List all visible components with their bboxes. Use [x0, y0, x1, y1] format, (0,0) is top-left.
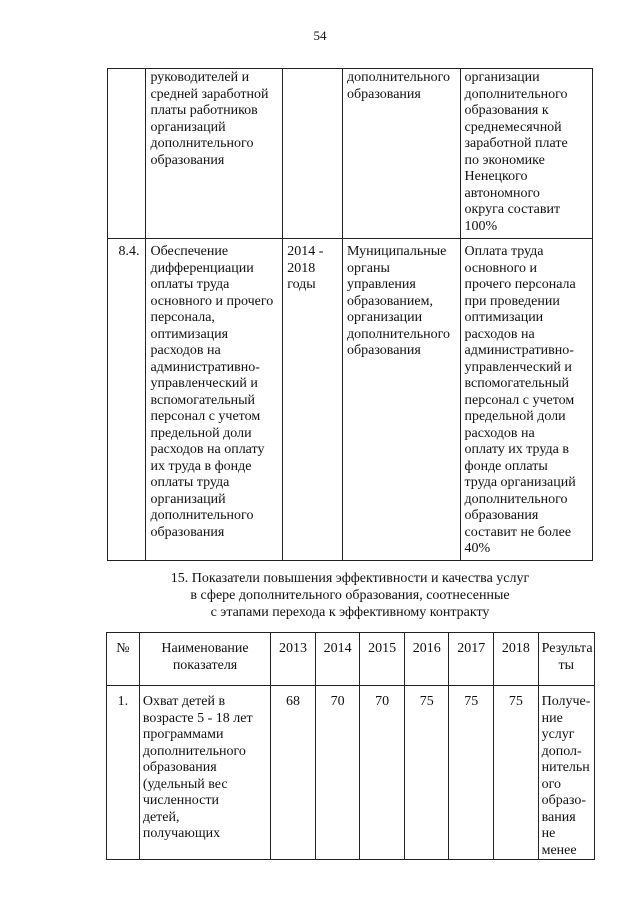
measure-name-line: средней заработной [150, 86, 269, 102]
header-year-2017: 2017 [449, 633, 494, 686]
measure-result-line: автономного [464, 185, 540, 201]
indicator-value-2014: 70 [315, 686, 360, 860]
measure-executor-line: дополнительного [347, 326, 450, 342]
measure-result-line: организации [464, 70, 540, 85]
measure-result-line: при проведении [464, 293, 560, 309]
measure-result-line: оплату их труда в [464, 442, 569, 457]
measure-result-line: дополнительного [464, 86, 568, 102]
header-results-line: Результа [541, 641, 593, 656]
section-title-line: 15. Показатели повышения эффективности и качества услуг [170, 571, 530, 586]
indicator-value-2017: 75 [449, 686, 494, 860]
header-indicator-name-line: Наименование [161, 641, 249, 656]
measure-executor-line: дополнительного [347, 70, 450, 85]
indicator-name-line: программами [142, 727, 224, 742]
table-row [108, 239, 593, 561]
measure-result-line: составит не более [464, 524, 572, 540]
table-row [108, 69, 593, 239]
measure-term-cell [283, 69, 343, 239]
measure-term-line: 2018 [287, 260, 316, 276]
indicator-result-line: допол- [541, 743, 582, 759]
measure-name-line: организаций [150, 119, 226, 135]
indicator-name-line: получающих [142, 826, 221, 841]
indicator-value-2018: 75 [494, 686, 539, 860]
measure-name-line: основного и прочего [150, 293, 274, 309]
measure-result-line: труда организаций [464, 475, 576, 490]
indicator-name-line: возрасте 5 - 18 лет [142, 710, 253, 726]
measure-name-line: руководителей и [150, 70, 250, 85]
indicator-result-line: ого [541, 776, 561, 792]
measure-name-line: дополнительного [150, 508, 254, 523]
section-title-line: с этапами перехода к эффективному контракту [210, 605, 490, 620]
measure-name-line: вспомогательный [150, 392, 255, 408]
measure-number-cell: 8.4. [108, 239, 146, 561]
measure-result-line: Ненецкого [464, 169, 528, 184]
measure-result-line: прочего персонала [464, 277, 576, 292]
measure-name-line: образования [150, 152, 225, 168]
measure-result-line: расходов на [464, 326, 535, 342]
indicator-result-line: Получе- [541, 694, 591, 709]
indicator-result-line: вания не [541, 809, 576, 841]
measures-table [107, 68, 593, 561]
indicator-name-line: Охват детей в [142, 694, 226, 709]
measure-result-line: образования [464, 508, 539, 523]
measure-name-line: административно- [150, 359, 260, 375]
measure-name-line: предельной доли [150, 425, 252, 441]
measure-result-line: вспомогательный [464, 376, 570, 391]
measure-result-line: 40% [464, 541, 491, 556]
measures-table-body [108, 69, 593, 561]
indicator-name-line: дополнительного [142, 743, 246, 759]
measure-executor-line: образования [347, 343, 421, 358]
header-results [538, 633, 594, 686]
measure-result-line: основного и [464, 260, 538, 276]
measure-name-line: организаций [150, 491, 226, 507]
measure-result-line: по экономике [464, 152, 545, 168]
measure-executor-cell [343, 69, 461, 239]
measure-number-cell [108, 69, 146, 239]
indicator-result-line: нительн [541, 760, 590, 775]
measure-executor-line: органы управления [347, 260, 416, 292]
measure-result-line: фонде оплаты [464, 458, 548, 474]
measure-name-line: дополнительного [150, 136, 254, 151]
measure-name-line: персонала, [150, 310, 215, 325]
measure-result-cell [460, 239, 593, 561]
measure-name-line: Обеспечение [150, 244, 229, 259]
measure-name-line: их труда в фонде [150, 458, 252, 474]
measure-name-line: расходов на [150, 343, 221, 358]
indicator-result-cell [538, 686, 594, 860]
measure-result-line: округа составит [464, 202, 561, 217]
indicator-result-line: ние [541, 710, 563, 726]
header-results-line: ты [558, 657, 575, 673]
indicator-value-2016: 75 [404, 686, 449, 860]
indicators-table-header [107, 633, 595, 686]
header-year-2016: 2016 [404, 633, 449, 686]
indicator-name-line: (удельный вес [142, 776, 228, 792]
indicator-value-2015: 70 [360, 686, 405, 860]
measure-name-cell [146, 239, 283, 561]
indicator-value-2013: 68 [271, 686, 316, 860]
header-indicator-name-line: показателя [172, 657, 238, 673]
measure-executor-line: Муниципальные [347, 244, 447, 259]
section-title [107, 570, 593, 621]
measure-term-cell [283, 239, 343, 561]
measure-result-line: дополнительного [464, 491, 568, 507]
measure-name-line: оплаты труда [150, 277, 230, 292]
measure-term-line: 2014 - [287, 244, 324, 259]
measure-name-line: управленческий и [150, 376, 258, 391]
measure-result-line: персонал с учетом [464, 392, 575, 408]
header-year-2018: 2018 [494, 633, 539, 686]
indicator-result-line: менее [541, 842, 577, 858]
page-number: 54 [313, 28, 327, 43]
table-row [107, 686, 595, 860]
measure-name-line: персонал с учетом [150, 409, 261, 424]
indicator-result-line: услуг [541, 727, 575, 742]
header-number: № [107, 633, 140, 686]
header-year-2014: 2014 [315, 633, 360, 686]
measure-result-line: расходов на [464, 425, 535, 441]
measure-name-line: оплаты труда [150, 475, 230, 490]
indicator-name-line: детей, [142, 809, 180, 825]
header-indicator-name [139, 633, 270, 686]
indicators-table [106, 632, 595, 860]
section-title-line: в сфере дополнительного образования, соотнесенные [190, 588, 510, 603]
measure-result-line: среднемесячной [464, 119, 562, 135]
measure-result-cell [460, 69, 593, 239]
measure-result-line: предельной доли [464, 409, 566, 424]
measure-result-line: 100% [464, 218, 498, 234]
header-year-2015: 2015 [360, 633, 405, 686]
measure-executor-line: образования [347, 86, 421, 102]
indicator-number-cell: 1. [107, 686, 140, 860]
measure-name-line: расходов на оплату [150, 442, 265, 457]
measure-result-line: оптимизации [464, 310, 544, 325]
measure-term-line: годы [287, 277, 316, 292]
measure-name-line: платы работников [150, 103, 258, 118]
header-year-2013: 2013 [271, 633, 316, 686]
measure-name-line: образования [150, 524, 225, 540]
measure-result-line: Оплата труда [464, 244, 544, 259]
measure-name-cell [146, 69, 283, 239]
measure-executor-line: организации [347, 310, 423, 325]
measure-name-line: оптимизация [150, 326, 229, 342]
indicator-name-line: образования [142, 760, 217, 775]
measure-result-line: управленческий и [464, 359, 572, 375]
measure-result-line: заработной плате [464, 136, 568, 151]
indicator-result-line: образо- [541, 793, 587, 808]
measure-result-line: административно- [464, 343, 574, 358]
measure-executor-line: образованием, [347, 293, 433, 309]
indicators-table-body [107, 686, 595, 860]
measure-name-line: дифференциации [150, 260, 254, 276]
indicator-name-line: численности [142, 793, 219, 808]
measure-result-line: образования к [464, 103, 549, 118]
measure-executor-cell [343, 239, 461, 561]
indicator-name-cell [139, 686, 270, 860]
